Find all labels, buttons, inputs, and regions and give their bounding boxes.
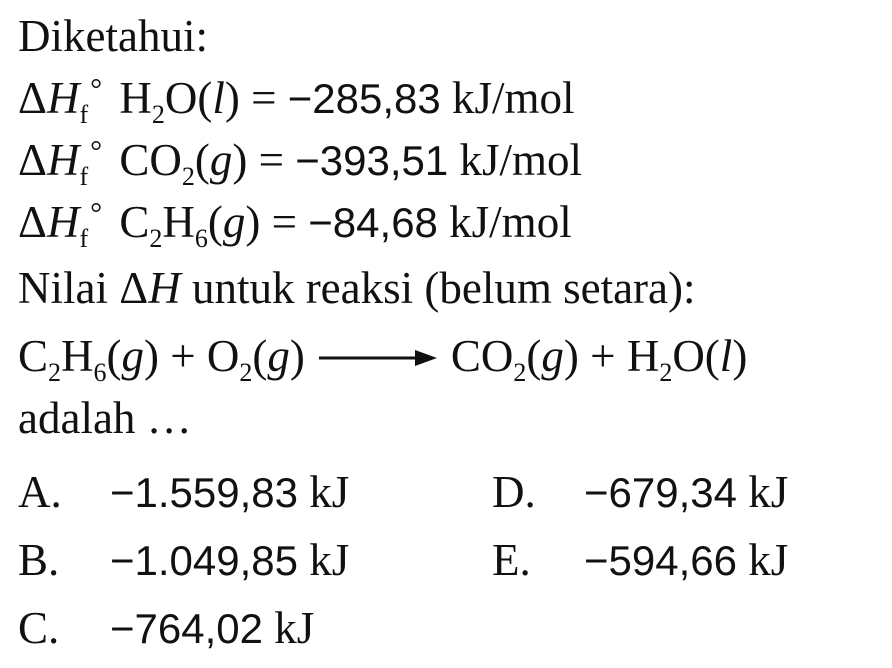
- enthalpy-symbol: H: [148, 263, 181, 313]
- value-c2h6: −84,68: [308, 199, 438, 246]
- species-c2h6: $C_2H_6(g)$: [119, 197, 261, 253]
- option-value: −1.559,83: [110, 469, 299, 516]
- option-b[interactable]: [18, 534, 349, 587]
- enthalpy-symbol: H: [46, 197, 80, 247]
- data-line-co2: $\Delta H_f^\circ$ $CO_2(g) = -393,51$ kJ/mol: [18, 135, 583, 191]
- delta-symbol: Δ: [119, 263, 149, 313]
- option-unit: kJ: [309, 467, 350, 517]
- option-value: −1.049,85: [110, 537, 299, 584]
- delta-symbol: Δ: [18, 135, 47, 185]
- formation-subscript: f: [79, 224, 89, 253]
- unit-molar: kJ/mol: [459, 135, 583, 185]
- data-line-h2o: $\Delta H_f^\circ$ $H_2O(l) = -285,83$ kJ/mol: [18, 73, 575, 129]
- unit-molar: kJ/mol: [449, 197, 572, 247]
- option-c[interactable]: [18, 602, 314, 655]
- standard-mark: °: [90, 197, 103, 230]
- option-letter: E.: [492, 535, 531, 585]
- option-unit: kJ: [748, 467, 789, 517]
- given-label: Diketahui:: [18, 11, 208, 61]
- product-h2o: $H_2O(l)$: [626, 331, 748, 387]
- data-line-c2h6: $\Delta H_f^\circ$ $C_2H_6(g) = -84,68$ kJ/mol: [18, 197, 572, 253]
- option-letter: D.: [492, 467, 536, 517]
- option-letter: B.: [18, 535, 60, 585]
- option-value: −594,66: [584, 537, 737, 584]
- species-h2o: $H_2O(l)$: [119, 73, 240, 129]
- option-value: −764,02: [110, 605, 263, 652]
- option-value: −679,34: [584, 469, 737, 516]
- enthalpy-symbol: H: [46, 73, 80, 123]
- formation-subscript: f: [79, 100, 89, 129]
- value-h2o: −285,83: [287, 75, 441, 122]
- option-letter: A.: [18, 467, 62, 517]
- option-unit: kJ: [748, 535, 789, 585]
- enthalpy-symbol: H: [46, 135, 80, 185]
- option-d[interactable]: [492, 466, 788, 519]
- reaction-equation: [18, 330, 748, 387]
- standard-mark: °: [90, 73, 103, 106]
- question-ending: adalah …: [18, 393, 192, 443]
- value-co2: −393,51: [295, 137, 449, 184]
- delta-symbol: Δ: [18, 73, 47, 123]
- unit-molar: kJ/mol: [452, 73, 575, 123]
- reactant-c2h6: $C_2H_6(g)$: [18, 331, 160, 387]
- standard-mark: °: [90, 135, 103, 168]
- species-co2: $CO_2(g)$: [119, 135, 248, 191]
- option-e[interactable]: [492, 534, 788, 587]
- option-unit: kJ: [309, 535, 350, 585]
- plus-sign: +: [159, 331, 207, 381]
- reaction-arrow-icon: [319, 348, 437, 368]
- reactant-o2: $O_2(g)$: [206, 331, 305, 387]
- delta-symbol: Δ: [18, 197, 47, 247]
- option-a[interactable]: [18, 466, 349, 519]
- option-unit: kJ: [274, 603, 315, 653]
- formation-subscript: f: [79, 162, 89, 191]
- question-text: Nilai ΔH untuk reaksi (belum setara):: [18, 263, 696, 313]
- product-co2: $CO_2(g)$: [450, 331, 579, 387]
- option-letter: C.: [18, 603, 60, 653]
- plus-sign: +: [578, 331, 627, 381]
